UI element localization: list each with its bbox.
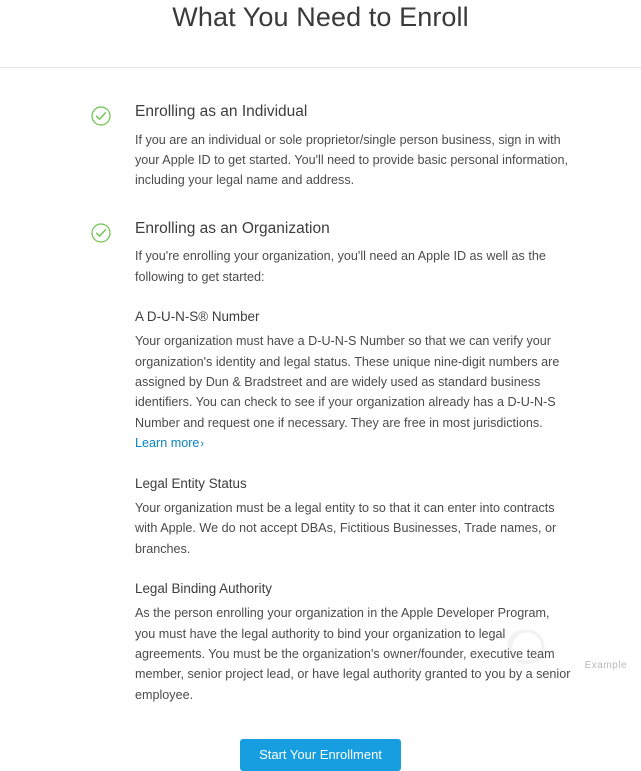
section-title: Enrolling as an Organization	[135, 219, 330, 237]
section-enrolling-individual	[0, 103, 641, 191]
learn-more-label: Learn more	[135, 436, 200, 451]
check-circle-icon	[91, 106, 111, 126]
learn-more-link[interactable]	[135, 436, 204, 450]
section-enrolling-organization	[0, 220, 641, 706]
subsection-body-text: Your organization must have a D-U-N-S Number so that we can verify your organization's identity and legal status. These unique nine-digit numbers are assigned by Dun & Bradstreet and are widely used as standard business identifiers. You can check to see if your organization already has a D-U-N-S Number and request one if necessary. They are free in most jurisdictions.	[135, 334, 560, 430]
check-circle-icon	[91, 223, 111, 243]
subsection-legal-binding-authority	[135, 581, 581, 705]
page-content	[0, 103, 641, 771]
section-body: If you're enrolling your organization, you'll need an Apple ID as well as the following to get started:	[135, 249, 546, 284]
subsection-body: As the person enrolling your organization in the Apple Developer Program, you must have the legal authority to bind your organization to legal agreements. You must be the organization's owner/founder, executive team member, senior project lead, or have legal authority granted to you by a senior employee.	[135, 606, 571, 702]
subsection-body	[135, 331, 571, 454]
subsection-duns-number	[135, 309, 581, 454]
subsection-title: Legal Binding Authority	[135, 581, 272, 597]
page-title: What You Need to Enroll	[172, 2, 469, 32]
chevron-right-icon: ›	[200, 438, 205, 451]
subsection-title: Legal Entity Status	[135, 475, 247, 491]
subsection-legal-entity-status	[135, 476, 581, 559]
watermark-text: Example	[584, 660, 627, 671]
page-header	[0, 0, 641, 68]
subsection-body: Your organization must be a legal entity to so that it can enter into contracts with Apple. We do not accept DBAs, Fictitious Businesses, Trade names, or branches.	[135, 501, 557, 556]
section-body: If you are an individual or sole proprietor/single person business, sign in with your Apple ID to get started. You'll need to provide basic personal information, including your legal name and address.	[135, 132, 568, 188]
section-title: Enrolling as an Individual	[135, 103, 308, 120]
start-your-enrollment-button[interactable]: Start Your Enrollment	[240, 739, 401, 771]
subsection-title: A D-U-N-S® Number	[135, 309, 260, 325]
cta-container	[0, 739, 641, 771]
